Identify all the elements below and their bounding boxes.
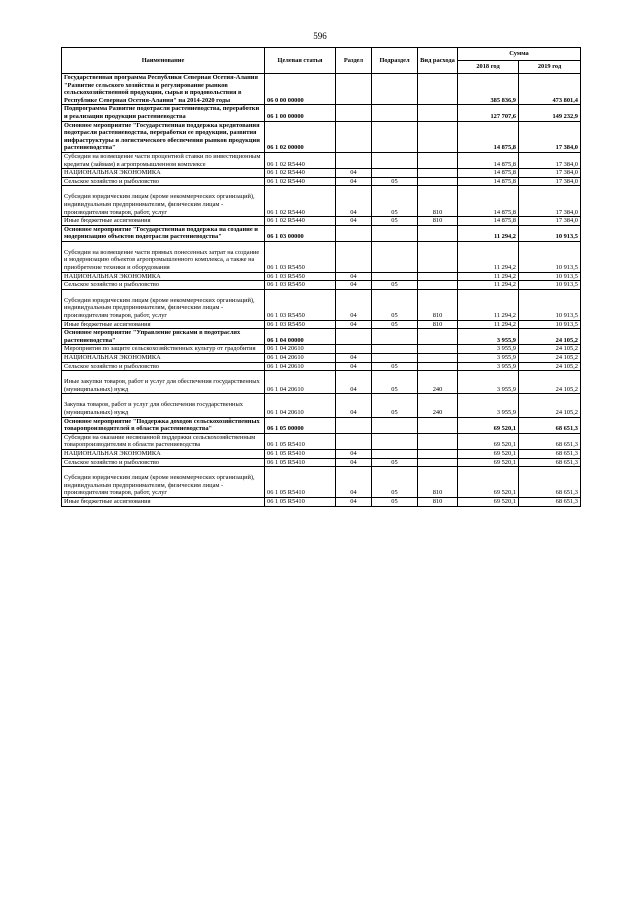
cell-section: 04 [336, 458, 372, 467]
cell-sum-2019: 17 384,0 [519, 121, 581, 152]
cell-expense-type [418, 105, 458, 121]
cell-name: Сельское хозяйство и рыболовство [62, 281, 265, 290]
cell-target-code: 06 1 04 20610 [265, 362, 336, 371]
cell-section [336, 105, 372, 121]
header-subsection: Подраздел [372, 48, 418, 74]
cell-name: Субсидии юридическим лицам (кроме некоммерческих организаций), индивидуальным предпринимателям, физическим лицам - производителям товаров, работ, услуг [62, 467, 265, 498]
cell-section: 04 [336, 449, 372, 458]
cell-sum-2018: 11 294,2 [458, 241, 519, 272]
cell-name: Основное мероприятие "Государственная поддержка кредитования подотрасли растениеводства, переработки ее продукции, развития инфраструктуры и логистического обеспечения рынков продукции растениеводства" [62, 121, 265, 152]
cell-expense-type: 240 [418, 371, 458, 394]
header-amount: Сумма [458, 48, 581, 61]
cell-sum-2019: 24 105,2 [519, 394, 581, 417]
cell-sum-2018: 11 294,2 [458, 281, 519, 290]
cell-target-code: 06 0 00 00000 [265, 74, 336, 105]
cell-section: 04 [336, 467, 372, 498]
cell-name: Сельское хозяйство и рыболовство [62, 458, 265, 467]
cell-section: 04 [336, 497, 372, 506]
cell-expense-type: 810 [418, 320, 458, 329]
table-row [62, 105, 581, 121]
table-row [62, 289, 581, 320]
table-body [62, 74, 581, 507]
cell-sum-2018: 14 875,8 [458, 186, 519, 217]
cell-section: 04 [336, 354, 372, 363]
cell-subsection: 05 [372, 217, 418, 226]
cell-expense-type: 810 [418, 467, 458, 498]
cell-sum-2019: 24 105,2 [519, 329, 581, 345]
cell-expense-type: 810 [418, 186, 458, 217]
page-number: 596 [313, 31, 327, 41]
cell-sum-2019: 68 651,3 [519, 458, 581, 467]
cell-target-code: 06 1 02 R5440 [265, 169, 336, 178]
cell-subsection: 05 [372, 362, 418, 371]
cell-sum-2019: 10 913,5 [519, 241, 581, 272]
cell-sum-2018: 3 955,9 [458, 362, 519, 371]
cell-expense-type: 240 [418, 394, 458, 417]
cell-section [336, 433, 372, 449]
table-row [62, 354, 581, 363]
cell-section: 04 [336, 281, 372, 290]
table-row [62, 458, 581, 467]
cell-section: 04 [336, 362, 372, 371]
cell-target-code: 06 1 05 R5410 [265, 467, 336, 498]
cell-name: Субсидии юридическим лицам (кроме некоммерческих организаций), индивидуальным предпринимателям, физическим лицам - производителям товаров, работ, услуг [62, 186, 265, 217]
table-row [62, 74, 581, 105]
cell-sum-2019: 10 913,5 [519, 225, 581, 241]
cell-sum-2019: 17 384,0 [519, 217, 581, 226]
cell-name: Закупка товаров, работ и услуг для обеспечения государственных (муниципальных) нужд [62, 394, 265, 417]
cell-sum-2018: 3 955,9 [458, 354, 519, 363]
cell-name: Субсидии на возмещение части прямых понесенных затрат на создание и модернизацию объектов агропромышленного комплекса, а также на приобретение техники и оборудования [62, 241, 265, 272]
cell-subsection: 05 [372, 467, 418, 498]
header-section: Раздел [336, 48, 372, 74]
cell-section [336, 121, 372, 152]
cell-section: 04 [336, 272, 372, 281]
header-expense-type: Вид расхода [418, 48, 458, 74]
cell-expense-type [418, 329, 458, 345]
header-target: Целевая статья [265, 48, 336, 74]
cell-section [336, 345, 372, 354]
cell-expense-type: 810 [418, 289, 458, 320]
cell-section: 04 [336, 177, 372, 186]
cell-section: 04 [336, 371, 372, 394]
cell-sum-2018: 14 875,8 [458, 152, 519, 168]
cell-target-code: 06 1 03 00000 [265, 225, 336, 241]
cell-target-code: 06 1 04 20610 [265, 371, 336, 394]
cell-target-code: 06 1 02 R5440 [265, 217, 336, 226]
cell-target-code: 06 1 02 R5440 [265, 152, 336, 168]
cell-target-code: 06 1 04 20610 [265, 354, 336, 363]
cell-subsection: 05 [372, 177, 418, 186]
cell-subsection [372, 121, 418, 152]
cell-section: 04 [336, 169, 372, 178]
cell-expense-type [418, 121, 458, 152]
table-row [62, 449, 581, 458]
cell-section [336, 329, 372, 345]
cell-sum-2019: 24 105,2 [519, 362, 581, 371]
table-row [62, 217, 581, 226]
cell-sum-2019: 17 384,0 [519, 169, 581, 178]
cell-section [336, 241, 372, 272]
table-row [62, 272, 581, 281]
cell-subsection [372, 417, 418, 433]
cell-sum-2018: 11 294,2 [458, 320, 519, 329]
cell-target-code: 06 1 04 00000 [265, 329, 336, 345]
cell-subsection: 05 [372, 458, 418, 467]
cell-expense-type: 810 [418, 217, 458, 226]
cell-sum-2019: 17 384,0 [519, 186, 581, 217]
cell-sum-2019: 473 801,4 [519, 74, 581, 105]
cell-name: Основное мероприятие "Государственная поддержка на создание и модернизацию объектов подотрасли растениеводства" [62, 225, 265, 241]
cell-sum-2019: 10 913,5 [519, 289, 581, 320]
cell-name: Сельское хозяйство и рыболовство [62, 177, 265, 186]
table-row [62, 121, 581, 152]
table-row [62, 152, 581, 168]
cell-sum-2018: 3 955,9 [458, 345, 519, 354]
cell-name: НАЦИОНАЛЬНАЯ ЭКОНОМИКА [62, 449, 265, 458]
cell-name: НАЦИОНАЛЬНАЯ ЭКОНОМИКА [62, 272, 265, 281]
cell-name: Подпрограмма Развитие подотрасли растениеводства, переработки и реализации продукции растениеводства [62, 105, 265, 121]
table-row [62, 417, 581, 433]
cell-expense-type [418, 281, 458, 290]
cell-expense-type [418, 272, 458, 281]
cell-section: 04 [336, 289, 372, 320]
cell-sum-2018: 3 955,9 [458, 329, 519, 345]
table-row [62, 433, 581, 449]
cell-subsection [372, 354, 418, 363]
cell-name: Мероприятия по защите сельскохозяйственных культур от градобития [62, 345, 265, 354]
cell-sum-2019: 149 232,9 [519, 105, 581, 121]
cell-sum-2019: 24 105,2 [519, 354, 581, 363]
cell-target-code: 06 1 05 R5410 [265, 449, 336, 458]
cell-sum-2019: 24 105,2 [519, 345, 581, 354]
table-header [62, 48, 581, 74]
cell-target-code: 06 1 05 R5410 [265, 497, 336, 506]
cell-section [336, 225, 372, 241]
cell-sum-2019: 68 651,3 [519, 467, 581, 498]
cell-target-code: 06 1 02 R5440 [265, 186, 336, 217]
cell-name: НАЦИОНАЛЬНАЯ ЭКОНОМИКА [62, 354, 265, 363]
cell-target-code: 06 1 05 00000 [265, 417, 336, 433]
cell-sum-2019: 68 651,3 [519, 433, 581, 449]
cell-sum-2019: 10 913,5 [519, 272, 581, 281]
cell-target-code: 06 1 04 20610 [265, 394, 336, 417]
cell-name: Иные закупки товаров, работ и услуг для обеспечения государственных (муниципальных) нужд [62, 371, 265, 394]
cell-expense-type [418, 417, 458, 433]
table-row [62, 281, 581, 290]
cell-subsection [372, 433, 418, 449]
table-row [62, 177, 581, 186]
table-row [62, 329, 581, 345]
cell-subsection [372, 152, 418, 168]
cell-sum-2019: 10 913,5 [519, 320, 581, 329]
cell-name: Субсидии на оказание несвязанной поддержки сельскохозяйственным товаропроизводителям в области растениеводства [62, 433, 265, 449]
cell-expense-type [418, 354, 458, 363]
cell-expense-type [418, 225, 458, 241]
cell-name: НАЦИОНАЛЬНАЯ ЭКОНОМИКА [62, 169, 265, 178]
cell-sum-2018: 385 836,9 [458, 74, 519, 105]
cell-target-code: 06 1 04 20610 [265, 345, 336, 354]
cell-subsection [372, 329, 418, 345]
cell-subsection [372, 74, 418, 105]
cell-expense-type [418, 345, 458, 354]
cell-sum-2019: 68 651,3 [519, 417, 581, 433]
cell-name: Субсидии юридическим лицам (кроме некоммерческих организаций), индивидуальным предпринимателям, физическим лицам - производителям товаров, работ, услуг [62, 289, 265, 320]
cell-target-code: 06 1 03 R5450 [265, 281, 336, 290]
cell-name: Иные бюджетные ассигнования [62, 217, 265, 226]
cell-expense-type [418, 74, 458, 105]
cell-section [336, 74, 372, 105]
cell-sum-2019: 17 384,0 [519, 152, 581, 168]
cell-name: Иные бюджетные ассигнования [62, 320, 265, 329]
cell-section: 04 [336, 394, 372, 417]
cell-subsection [372, 169, 418, 178]
cell-sum-2018: 3 955,9 [458, 371, 519, 394]
cell-target-code: 06 1 05 R5410 [265, 458, 336, 467]
cell-subsection: 05 [372, 186, 418, 217]
cell-sum-2019: 68 651,3 [519, 497, 581, 506]
cell-expense-type [418, 362, 458, 371]
cell-sum-2019: 68 651,3 [519, 449, 581, 458]
cell-expense-type [418, 241, 458, 272]
cell-expense-type [418, 449, 458, 458]
cell-subsection [372, 105, 418, 121]
table-row [62, 225, 581, 241]
cell-sum-2018: 14 875,8 [458, 177, 519, 186]
header-year-2018: 2018 год [458, 61, 519, 74]
cell-expense-type [418, 177, 458, 186]
cell-sum-2018: 14 875,8 [458, 217, 519, 226]
cell-subsection: 05 [372, 371, 418, 394]
cell-expense-type [418, 458, 458, 467]
header-name: Наименование [62, 48, 265, 74]
table-row [62, 371, 581, 394]
cell-sum-2018: 11 294,2 [458, 225, 519, 241]
cell-name: Сельское хозяйство и рыболовство [62, 362, 265, 371]
cell-sum-2018: 127 707,6 [458, 105, 519, 121]
cell-target-code: 06 1 03 R5450 [265, 241, 336, 272]
cell-subsection: 05 [372, 497, 418, 506]
cell-subsection: 05 [372, 394, 418, 417]
table-row [62, 186, 581, 217]
cell-expense-type [418, 433, 458, 449]
table-row [62, 320, 581, 329]
cell-section [336, 152, 372, 168]
cell-sum-2019: 17 384,0 [519, 177, 581, 186]
cell-target-code: 06 1 03 R5450 [265, 320, 336, 329]
cell-sum-2018: 69 520,1 [458, 417, 519, 433]
cell-subsection [372, 272, 418, 281]
cell-name: Основное мероприятие "Поддержка доходов сельскохозяйственных товаропроизводителей в области растениеводства" [62, 417, 265, 433]
cell-section [336, 417, 372, 433]
cell-subsection [372, 449, 418, 458]
cell-subsection [372, 345, 418, 354]
cell-section: 04 [336, 186, 372, 217]
table-row [62, 467, 581, 498]
cell-sum-2019: 10 913,5 [519, 281, 581, 290]
table-row [62, 394, 581, 417]
budget-table [61, 47, 581, 507]
cell-target-code: 06 1 02 R5440 [265, 177, 336, 186]
cell-section: 04 [336, 217, 372, 226]
cell-name: Субсидии на возмещение части процентной ставки по инвестиционным кредитам (займам) в агропромышленном комплексе [62, 152, 265, 168]
table-row [62, 362, 581, 371]
cell-expense-type [418, 169, 458, 178]
cell-sum-2018: 69 520,1 [458, 467, 519, 498]
cell-sum-2018: 11 294,2 [458, 289, 519, 320]
table-row [62, 169, 581, 178]
cell-sum-2018: 3 955,9 [458, 394, 519, 417]
table-row [62, 497, 581, 506]
cell-sum-2018: 14 875,8 [458, 169, 519, 178]
cell-target-code: 06 1 02 00000 [265, 121, 336, 152]
cell-section: 04 [336, 320, 372, 329]
cell-subsection [372, 241, 418, 272]
header-year-2019: 2019 год [519, 61, 581, 74]
cell-name: Основное мероприятие "Управление рисками в подотраслях растениеводства" [62, 329, 265, 345]
table-row [62, 345, 581, 354]
table-row [62, 241, 581, 272]
cell-sum-2018: 69 520,1 [458, 449, 519, 458]
cell-subsection [372, 225, 418, 241]
cell-subsection: 05 [372, 320, 418, 329]
cell-sum-2018: 11 294,2 [458, 272, 519, 281]
cell-expense-type [418, 152, 458, 168]
cell-target-code: 06 1 03 R5450 [265, 272, 336, 281]
cell-subsection: 05 [372, 281, 418, 290]
cell-expense-type: 810 [418, 497, 458, 506]
cell-sum-2018: 69 520,1 [458, 433, 519, 449]
cell-target-code: 06 1 05 R5410 [265, 433, 336, 449]
cell-subsection: 05 [372, 289, 418, 320]
cell-name: Государственная программа Республики Северная Осетия-Алания "Развитие сельского хозяйства и регулирование рынков сельскохозяйственной продукции, сырья и продовольствия в Республике Северная Осетия-Алания" на 2014-2020 годы [62, 74, 265, 105]
cell-target-code: 06 1 00 00000 [265, 105, 336, 121]
cell-sum-2019: 24 105,2 [519, 371, 581, 394]
cell-sum-2018: 69 520,1 [458, 458, 519, 467]
cell-sum-2018: 14 875,8 [458, 121, 519, 152]
cell-target-code: 06 1 03 R5450 [265, 289, 336, 320]
cell-sum-2018: 69 520,1 [458, 497, 519, 506]
cell-name: Иные бюджетные ассигнования [62, 497, 265, 506]
